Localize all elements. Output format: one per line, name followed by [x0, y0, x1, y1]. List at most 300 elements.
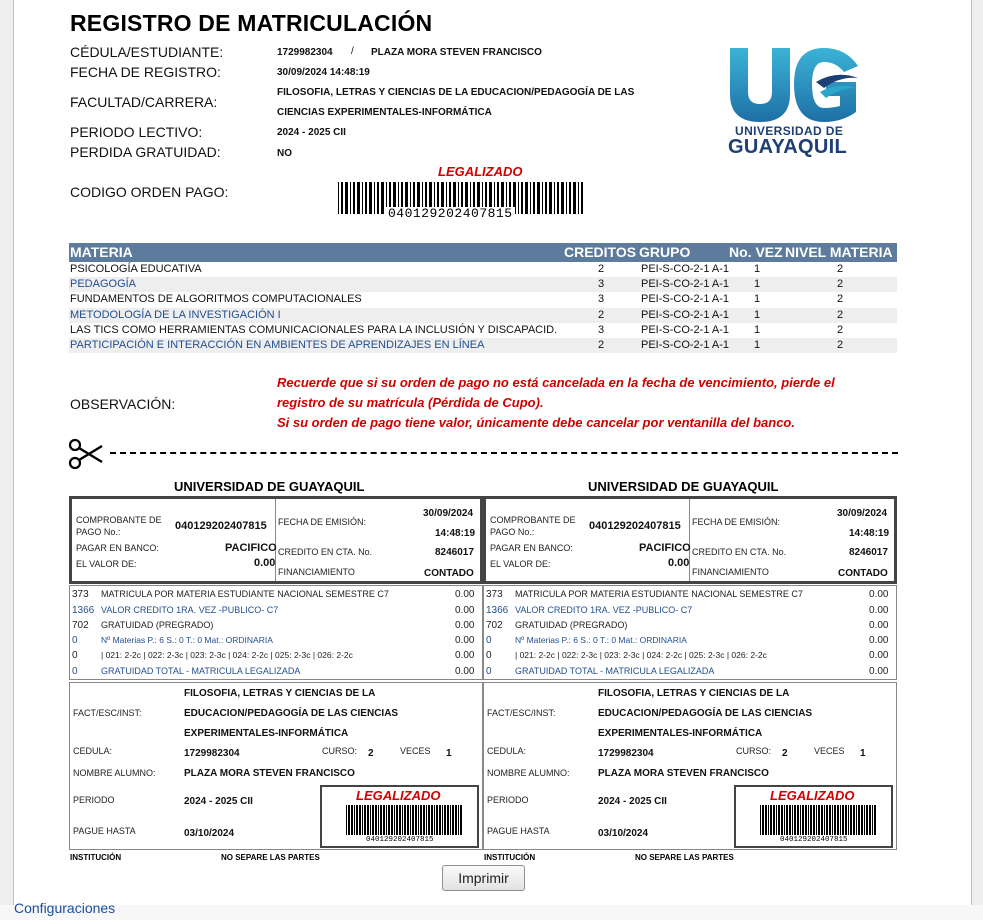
receipt-top-box: [69, 496, 483, 584]
left-page-margin: [0, 0, 14, 905]
cedula-separator: /: [351, 46, 354, 57]
detail-desc: VALOR CREDITO 1RA. VEZ -PUBLICO- C7: [101, 605, 279, 615]
detail-amount: 0.00: [455, 620, 475, 631]
barcode-bar: [460, 805, 462, 835]
col-nivel: NIVEL MATERIA: [785, 244, 893, 260]
course-group: PEI-S-CO-2-1 A-1: [641, 309, 730, 321]
detail-desc: MATRICULA POR MATERIA ESTUDIANTE NACIONAL SEMESTRE C7: [515, 589, 803, 599]
cedula-label: CÉDULA/ESTUDIANTE:: [70, 44, 224, 60]
detail-code: 702: [486, 620, 503, 631]
barcode-bar: [431, 805, 433, 835]
valor-label: EL VALOR DE:: [490, 559, 551, 569]
nombre-label: NOMBRE ALUMNO:: [73, 768, 156, 778]
curso-label: CURSO:: [322, 746, 358, 756]
course-credits: 2: [598, 309, 605, 321]
course-name: METODOLOGÍA DE LA INVESTIGACIÓN I: [70, 309, 281, 321]
page-title: REGISTRO DE MATRICULACIÓN: [70, 10, 433, 36]
periodo-value: 2024 - 2025 CII: [277, 127, 346, 138]
fact-label: FACT/ESC/INST:: [73, 708, 142, 718]
detail-desc: GRATUIDAD (PREGRADO): [515, 620, 628, 630]
detail-amount: 0.00: [455, 635, 475, 646]
barcode-bar: [383, 805, 385, 835]
codigo-orden-label: CODIGO ORDEN PAGO:: [70, 184, 229, 200]
barcode-bar: [428, 805, 430, 835]
detail-amount: 0.00: [455, 666, 475, 677]
course-row: [69, 338, 897, 353]
barcode-bar: [557, 182, 559, 214]
pagar-banco-value: PACIFICO: [225, 542, 277, 554]
bottom-page-margin: [0, 905, 983, 920]
detail-desc: GRATUIDAD (PREGRADO): [101, 620, 214, 630]
detail-desc: | 021: 2-2c | 022: 2-3c | 023: 2-3c | 024: 2-2c | 025: 2-3c | 026: 2-2c: [515, 650, 767, 660]
logo-text-line-2: GUAYAQUIL: [728, 136, 848, 158]
student-name: PLAZA MORA STEVEN FRANCISCO: [371, 47, 542, 58]
emision-label: FECHA DE EMISIÓN:: [278, 517, 367, 527]
observacion-line-1: Recuerde que si su orden de pago no está cancelada en la fecha de vencimiento, pierde el: [277, 375, 835, 390]
emision-label: FECHA DE EMISIÓN:: [692, 517, 781, 527]
barcode-bar: [378, 805, 379, 835]
course-level: 2: [837, 293, 844, 305]
receipt-barcode-number: 040129202407815: [780, 836, 848, 844]
fact-line-3: EXPERIMENTALES-INFORMÁTICA: [598, 728, 763, 739]
detail-desc: Nº Materias P.: 6 S.: 0 T.: 0 Mat.: ORDINARIA: [515, 635, 687, 645]
observacion-line-3: Si su orden de pago tiene valor, únicamente debe cancelar por ventanilla del banco.: [277, 415, 795, 430]
detail-desc: Nº Materias P.: 6 S.: 0 T.: 0 Mat.: ORDINARIA: [101, 635, 273, 645]
emision-time: 14:48:19: [435, 528, 476, 539]
detail-code: 0: [72, 650, 78, 661]
barcode-bar: [569, 182, 571, 214]
barcode-bar: [365, 182, 367, 214]
course-name: LAS TICS COMO HERRAMIENTAS COMUNICACIONALES PARA LA INCLUSIÓN Y DISCAPACID.: [70, 324, 558, 336]
detail-amount: 0.00: [869, 589, 889, 600]
barcode-bar: [856, 805, 857, 835]
barcode-bar: [861, 805, 863, 835]
barcode-bar: [773, 805, 775, 835]
pagar-banco-label: PAGAR EN BANCO:: [490, 543, 573, 553]
barcode-bar: [521, 182, 523, 214]
emision-date: 30/09/2024: [837, 508, 888, 519]
barcode-bar: [381, 182, 384, 214]
course-level: 2: [837, 324, 844, 336]
facultad-line-2: CIENCIAS EXPERIMENTALES-INFORMÁTICA: [277, 107, 492, 118]
course-group: PEI-S-CO-2-1 A-1: [641, 278, 730, 290]
emision-date: 30/09/2024: [423, 508, 474, 519]
detail-code: 1366: [486, 605, 509, 616]
barcode-bar: [850, 805, 852, 835]
periodo-value: 2024 - 2025 CII: [598, 796, 667, 807]
barcode-bar: [362, 805, 363, 835]
barcode-bar: [581, 182, 583, 214]
barcode-bar: [786, 805, 788, 835]
barcode-bar: [407, 805, 409, 835]
valor-label: EL VALOR DE:: [76, 559, 137, 569]
barcode-bar: [386, 805, 387, 835]
barcode-bar: [537, 182, 540, 214]
barcode-bar: [359, 805, 361, 835]
course-name: FUNDAMENTOS DE ALGORITMOS COMPUTACIONALES: [70, 293, 362, 305]
detail-amount: 0.00: [869, 620, 889, 631]
receipt-top-box: [483, 496, 897, 584]
valor-value: 0.00: [254, 557, 276, 569]
gratuidad-label: PERDIDA GRATUIDAD:: [70, 144, 221, 160]
pague-label: PAGUE HASTA: [73, 826, 136, 836]
barcode-bar: [781, 805, 783, 835]
veces-value: 1: [860, 748, 866, 759]
course-times: 1: [754, 293, 761, 305]
barcode-bar: [848, 805, 849, 835]
receipt-university: UNIVERSIDAD DE GUAYAQUIL: [588, 479, 779, 494]
ug-monogram-icon: [728, 46, 860, 124]
barcode-bar: [391, 805, 393, 835]
fact-line-1: FILOSOFIA, LETRAS Y CIENCIAS DE LA: [184, 688, 376, 699]
barcode-bar: [869, 805, 871, 835]
barcode-bar: [420, 805, 422, 835]
detail-code: 0: [486, 666, 492, 677]
comprobante-label-1: COMPROBANTE DE: [76, 515, 162, 525]
barcode-bar: [805, 805, 807, 835]
course-row: [69, 292, 897, 307]
cut-line: [110, 452, 898, 454]
barcode-bar: [345, 182, 348, 214]
barcode-bar: [353, 182, 355, 214]
barcode-bar: [388, 805, 390, 835]
barcode-bar: [458, 805, 459, 835]
course-name: PSICOLOGÍA EDUCATIVA: [70, 263, 202, 275]
course-name: PARTICIPACIÓN E INTERACCIÓN EN AMBIENTES DE APRENDIZAJES EN LÍNEA: [70, 339, 485, 351]
course-row: [69, 277, 897, 292]
barcode-bar: [554, 182, 555, 214]
detail-desc: VALOR CREDITO 1RA. VEZ -PUBLICO- C7: [515, 605, 693, 615]
course-credits: 2: [598, 263, 605, 275]
barcode-bar: [444, 805, 446, 835]
detail-amount: 0.00: [455, 605, 475, 616]
credito-cta-value: 8246017: [849, 547, 888, 558]
barcode-bar: [362, 182, 363, 214]
observacion-label: OBSERVACIÓN:: [70, 396, 176, 412]
barcode-bar: [789, 805, 791, 835]
right-scrollbar-track[interactable]: [971, 0, 983, 905]
barcode-bar: [423, 805, 425, 835]
barcode-bar: [765, 805, 767, 835]
barcode-bar: [436, 805, 438, 835]
barcode-bar: [784, 805, 785, 835]
barcode-bar: [792, 805, 793, 835]
detail-amount: 0.00: [869, 605, 889, 616]
barcode-bar: [578, 182, 579, 214]
financiamiento-value: CONTADO: [838, 568, 888, 579]
barcode-bar: [518, 182, 519, 214]
observacion-line-2: registro de su matrícula (Pérdida de Cupo).: [277, 395, 544, 410]
course-level: 2: [837, 263, 844, 275]
barcode-bar: [357, 182, 360, 214]
barcode-bar: [402, 805, 403, 835]
print-button[interactable]: Imprimir: [442, 865, 525, 891]
barcode-bar: [768, 805, 769, 835]
facultad-label: FACULTAD/CARRERA:: [70, 94, 218, 110]
barcode-bar: [810, 805, 812, 835]
financiamiento-label: FINANCIAMIENTO: [278, 567, 355, 577]
course-group: PEI-S-CO-2-1 A-1: [641, 293, 730, 305]
nombre-value: PLAZA MORA STEVEN FRANCISCO: [598, 768, 769, 779]
col-vez: No. VEZ: [729, 244, 783, 260]
course-group: PEI-S-CO-2-1 A-1: [641, 339, 730, 351]
course-credits: 2: [598, 339, 605, 351]
barcode-bar: [800, 805, 801, 835]
veces-label: VECES: [814, 746, 845, 756]
legalizado-stamp: LEGALIZADO: [438, 164, 523, 179]
barcode-bar: [864, 805, 865, 835]
barcode-bar: [410, 805, 411, 835]
comprobante-label-2: PAGO No.:: [490, 527, 535, 537]
col-grupo: GRUPO: [639, 244, 691, 260]
barcode-bar: [829, 805, 831, 835]
barcode-bar: [760, 805, 761, 835]
course-credits: 3: [598, 324, 605, 336]
barcode-bar: [832, 805, 833, 835]
barcode-bar: [370, 805, 371, 835]
barcode-bar: [818, 805, 820, 835]
comprobante-value: 040129202407815: [175, 520, 267, 532]
barcode-bar: [348, 805, 350, 835]
barcode-bar: [455, 805, 457, 835]
course-level: 2: [837, 339, 844, 351]
course-row: [69, 323, 897, 338]
payment-barcode-number: 040129202407815: [388, 206, 513, 221]
comprobante-label-1: COMPROBANTE DE: [490, 515, 576, 525]
barcode-bar: [530, 182, 531, 214]
credito-cta-label: CREDITO EN CTA. No.: [692, 547, 787, 557]
receipt-barcode-number: 040129202407815: [366, 836, 434, 844]
configuraciones-link[interactable]: Configuraciones: [14, 900, 116, 916]
barcode-bar: [439, 805, 441, 835]
detail-desc: MATRICULA POR MATERIA ESTUDIANTE NACIONAL SEMESTRE C7: [101, 589, 389, 599]
barcode-bar: [866, 805, 868, 835]
valor-value: 0.00: [668, 557, 690, 569]
barcode-bar: [369, 182, 372, 214]
barcode-bar: [415, 805, 417, 835]
veces-value: 1: [446, 748, 452, 759]
barcode-bar: [356, 805, 358, 835]
barcode-bar: [770, 805, 772, 835]
barcode-bar: [566, 182, 567, 214]
detail-code: 0: [486, 650, 492, 661]
col-creditos: CREDITOS: [564, 244, 637, 260]
barcode-bar: [826, 805, 828, 835]
barcode-bar: [845, 805, 847, 835]
course-times: 1: [754, 309, 761, 321]
veces-label: VECES: [400, 746, 431, 756]
barcode-bar: [447, 805, 449, 835]
barcode-bar: [842, 805, 844, 835]
barcode-bar: [573, 182, 576, 214]
barcode-bar: [375, 805, 377, 835]
barcode-bar: [778, 805, 780, 835]
col-materia: MATERIA: [70, 244, 133, 260]
detail-code: 373: [486, 589, 503, 600]
barcode-bar: [367, 805, 369, 835]
detail-amount: 0.00: [455, 589, 475, 600]
barcode-bar: [377, 182, 379, 214]
course-row: [69, 308, 897, 323]
course-name: PEDAGOGÍA: [70, 278, 137, 290]
no-separe-label: NO SEPARE LAS PARTES: [221, 853, 320, 862]
periodo-label: PERIODO: [487, 795, 529, 805]
detail-code: 702: [72, 620, 89, 631]
barcode-bar: [374, 182, 375, 214]
barcode-bar: [394, 805, 395, 835]
course-level: 2: [837, 278, 844, 290]
cedula-value: 1729982304: [184, 748, 240, 759]
detail-code: 0: [72, 666, 78, 677]
cedula-value: 1729982304: [277, 47, 333, 58]
barcode-bar: [418, 805, 419, 835]
barcode-bar: [808, 805, 809, 835]
cedula-label: CEDULA:: [73, 746, 113, 756]
course-times: 1: [754, 263, 761, 275]
barcode-bar: [542, 182, 543, 214]
barcode-bar: [351, 805, 353, 835]
barcode-bar: [346, 805, 347, 835]
receipt-barcode: [346, 805, 462, 835]
barcode-bar: [762, 805, 764, 835]
periodo-value: 2024 - 2025 CII: [184, 796, 253, 807]
courses-table-header: [69, 243, 897, 262]
fact-line-2: EDUCACION/PEDAGOGÍA DE LAS CIENCIAS: [598, 708, 813, 719]
pague-value: 03/10/2024: [598, 828, 649, 839]
receipt-university: UNIVERSIDAD DE GUAYAQUIL: [174, 479, 365, 494]
barcode-bar: [452, 805, 454, 835]
fact-line-1: FILOSOFIA, LETRAS Y CIENCIAS DE LA: [598, 688, 790, 699]
legalizado-stamp: LEGALIZADO: [356, 788, 441, 803]
periodo-label: PERIODO: [73, 795, 115, 805]
course-row: [69, 262, 897, 277]
barcode-bar: [840, 805, 841, 835]
comprobante-label-2: PAGO No.:: [76, 527, 121, 537]
course-times: 1: [754, 278, 761, 290]
course-times: 1: [754, 339, 761, 351]
barcode-bar: [776, 805, 777, 835]
barcode-bar: [816, 805, 817, 835]
emision-time: 14:48:19: [849, 528, 890, 539]
receipt-barcode: [760, 805, 876, 835]
curso-value: 2: [368, 748, 374, 759]
fact-line-3: EXPERIMENTALES-INFORMÁTICA: [184, 728, 349, 739]
pague-value: 03/10/2024: [184, 828, 235, 839]
facultad-line-1: FILOSOFIA, LETRAS Y CIENCIAS DE LA EDUCACION/PEDAGOGÍA DE LAS: [277, 87, 635, 98]
course-group: PEI-S-CO-2-1 A-1: [641, 324, 730, 336]
barcode-bar: [549, 182, 552, 214]
pagar-banco-value: PACIFICO: [639, 542, 691, 554]
barcode-bar: [858, 805, 860, 835]
course-level: 2: [837, 309, 844, 321]
detail-amount: 0.00: [869, 650, 889, 661]
barcode-bar: [364, 805, 366, 835]
pagar-banco-label: PAGAR EN BANCO:: [76, 543, 159, 553]
barcode-bar: [525, 182, 528, 214]
detail-amount: 0.00: [869, 635, 889, 646]
credito-cta-label: CREDITO EN CTA. No.: [278, 547, 373, 557]
barcode-bar: [399, 805, 401, 835]
barcode-bar: [872, 805, 873, 835]
barcode-bar: [450, 805, 451, 835]
barcode-bar: [545, 182, 547, 214]
barcode-bar: [824, 805, 825, 835]
barcode-bar: [354, 805, 355, 835]
detail-amount: 0.00: [455, 650, 475, 661]
logo-text-line-1: UNIVERSIDAD DE: [735, 124, 844, 138]
barcode-bar: [837, 805, 839, 835]
barcode-bar: [794, 805, 796, 835]
nombre-value: PLAZA MORA STEVEN FRANCISCO: [184, 768, 355, 779]
pague-label: PAGUE HASTA: [487, 826, 550, 836]
detail-code: 1366: [72, 605, 95, 616]
barcode-bar: [533, 182, 535, 214]
legalizado-stamp: LEGALIZADO: [770, 788, 855, 803]
detail-amount: 0.00: [869, 666, 889, 677]
nombre-label: NOMBRE ALUMNO:: [487, 768, 570, 778]
barcode-bar: [821, 805, 823, 835]
barcode-bar: [561, 182, 564, 214]
curso-value: 2: [782, 748, 788, 759]
credito-cta-value: 8246017: [435, 547, 474, 558]
barcode-bar: [404, 805, 406, 835]
barcode-bar: [341, 182, 343, 214]
scissors-icon: [68, 438, 104, 470]
fecha-registro-label: FECHA DE REGISTRO:: [70, 64, 221, 80]
detail-desc: GRATUIDAD TOTAL - MATRICULA LEGALIZADA: [101, 666, 301, 676]
periodo-label: PERIODO LECTIVO:: [70, 124, 203, 140]
course-credits: 3: [598, 293, 605, 305]
barcode-bar: [797, 805, 799, 835]
detail-code: 0: [72, 635, 78, 646]
barcode-bar: [834, 805, 836, 835]
barcode-bar: [802, 805, 804, 835]
barcode-bar: [372, 805, 374, 835]
fact-label: FACT/ESC/INST:: [487, 708, 556, 718]
course-times: 1: [754, 324, 761, 336]
barcode-bar: [350, 182, 351, 214]
barcode-bar: [412, 805, 414, 835]
no-separe-label: NO SEPARE LAS PARTES: [635, 853, 734, 862]
fecha-registro-value: 30/09/2024 14:48:19: [277, 67, 370, 78]
barcode-bar: [426, 805, 427, 835]
gratuidad-value: NO: [277, 148, 292, 159]
barcode-bar: [380, 805, 382, 835]
course-credits: 3: [598, 278, 605, 290]
detail-desc: GRATUIDAD TOTAL - MATRICULA LEGALIZADA: [515, 666, 715, 676]
detail-desc: | 021: 2-2c | 022: 2-3c | 023: 2-3c | 024: 2-2c | 025: 2-3c | 026: 2-2c: [101, 650, 353, 660]
institucion-label: INSTITUCIÓN: [484, 853, 536, 862]
university-logo: [728, 46, 860, 158]
detail-code: 373: [72, 589, 89, 600]
institucion-label: INSTITUCIÓN: [70, 853, 122, 862]
course-group: PEI-S-CO-2-1 A-1: [641, 263, 730, 275]
financiamiento-value: CONTADO: [424, 568, 474, 579]
financiamiento-label: FINANCIAMIENTO: [692, 567, 769, 577]
barcode-bar: [434, 805, 435, 835]
barcode-bar: [338, 182, 339, 214]
curso-label: CURSO:: [736, 746, 772, 756]
barcode-bar: [396, 805, 398, 835]
detail-code: 0: [486, 635, 492, 646]
fact-line-2: EDUCACION/PEDAGOGÍA DE LAS CIENCIAS: [184, 708, 399, 719]
cedula-label: CEDULA:: [487, 746, 527, 756]
barcode-bar: [874, 805, 876, 835]
comprobante-value: 040129202407815: [589, 520, 681, 532]
barcode-bar: [853, 805, 855, 835]
barcode-bar: [813, 805, 815, 835]
barcode-bar: [442, 805, 443, 835]
